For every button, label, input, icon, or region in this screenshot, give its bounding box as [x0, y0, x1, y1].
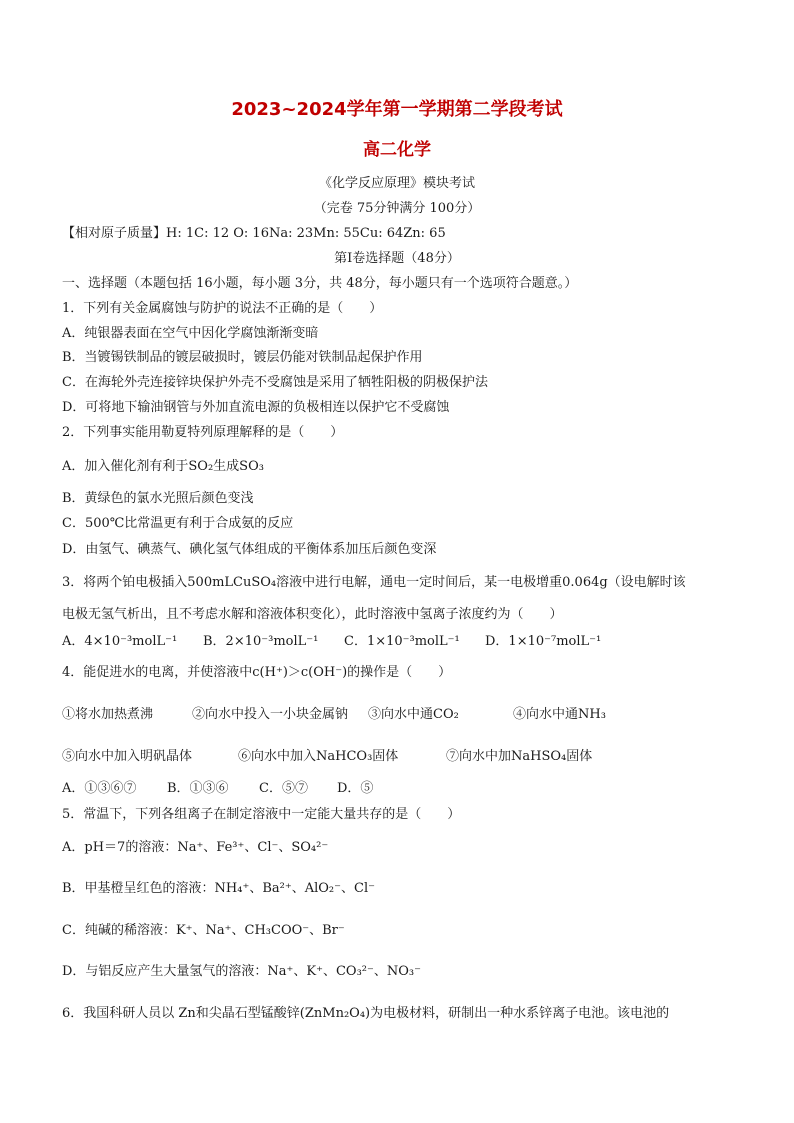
q4-op6: ⑥向水中加入NaHCO₃固体	[238, 749, 399, 764]
q3-option-a: A．4×10⁻³molL⁻¹	[62, 634, 178, 649]
q2-option-a: A．加入催化剂有利于SO₂生成SO₃	[62, 459, 264, 474]
q2-option-d: D．由氢气、碘蒸气、碘化氢气体组成的平衡体系加压后颜色变深	[62, 542, 437, 557]
q4-option-a: A．①③⑥⑦	[62, 781, 137, 796]
exam-title: 2023~2024学年第一学期第二学段考试	[231, 99, 563, 120]
q5-option-d: D．与铝反应产生大量氢气的溶液：Na⁺、K⁺、CO₃²⁻、NO₃⁻	[62, 964, 421, 979]
q4-op1: ①将水加热煮沸	[62, 707, 154, 722]
section-title: 第Ⅰ卷选择题（48分）	[334, 251, 460, 266]
subject-title: 高二化学	[363, 140, 431, 160]
q5-stem: 5．常温下，下列各组离子在制定溶液中一定能大量共存的是（ ）	[62, 807, 461, 822]
q3-option-d: D．1×10⁻⁷molL⁻¹	[485, 634, 602, 649]
q3-stem-line2: 电极无氢气析出，且不考虑水解和溶液体积变化），此时溶液中氢离子浓度约为（ ）	[62, 607, 563, 622]
q4-options	[62, 781, 373, 797]
time-info: （完卷 75分钟满分 100分）	[313, 201, 481, 216]
q3-option-c: C．1×10⁻³molL⁻¹	[344, 634, 460, 649]
q3-option-b: B．2×10⁻³molL⁻¹	[203, 634, 319, 649]
q2-stem: 2．下列事实能用勒夏特列原理解释的是（ ）	[62, 425, 344, 440]
q1-stem: 1．下列有关金属腐蚀与防护的说法不正确的是（ ）	[62, 301, 383, 316]
section-intro: 一、选择题（本题包括 16小题，每小题 3分，共 48分，每小题只有一个选项符合题意。）	[62, 276, 578, 291]
q4-op5: ⑤向水中加入明矾晶体	[62, 749, 193, 764]
q1-option-b: B．当镀锡铁制品的镀层破损时，镀层仍能对铁制品起保护作用	[62, 350, 423, 365]
q1-option-d: D．可将地下输油钢管与外加直流电源的负极相连以保护它不受腐蚀	[62, 400, 450, 415]
q2-option-b: B．黄绿色的氯水光照后颜色变浅	[62, 491, 254, 506]
q4-op4: ④向水中通NH₃	[513, 707, 606, 722]
q3-options	[62, 634, 601, 650]
q1-option-a: A．纯银器表面在空气中因化学腐蚀渐渐变暗	[62, 326, 319, 341]
q4-op7: ⑦向水中加NaHSO₄固体	[446, 749, 593, 764]
q4-operations-row2	[62, 749, 592, 765]
q5-option-a: A．pH＝7的溶液：Na⁺、Fe³⁺、Cl⁻、SO₄²⁻	[62, 840, 329, 855]
q3-stem-line1: 3．将两个铂电极插入500mLCuSO₄溶液中进行电解，通电一定时间后，某一电极增重0.064g（设电解时该	[62, 575, 686, 590]
q4-option-b: B．①③⑥	[167, 781, 229, 796]
q5-option-c: C．纯碱的稀溶液：K⁺、Na⁺、CH₃COO⁻、Br⁻	[62, 923, 345, 938]
q4-operations-row1	[62, 707, 606, 723]
q4-option-d: D．⑤	[337, 781, 374, 796]
q4-op2: ②向水中投入一小块金属钠	[192, 707, 349, 722]
q2-option-c: C．500℃比常温更有利于合成氨的反应	[62, 516, 294, 531]
q4-op3: ③向水中通CO₂	[368, 707, 459, 722]
q4-stem: 4．能促进水的电离，并使溶液中c(H⁺)＞c(OH⁻)的操作是（ ）	[62, 665, 452, 680]
module-title: 《化学反应原理》模块考试	[318, 176, 475, 191]
q5-option-b: B．甲基橙呈红色的溶液：NH₄⁺、Ba²⁺、AlO₂⁻、Cl⁻	[62, 881, 375, 896]
atomic-mass: 【相对原子质量】H: 1C: 12 O: 16Na: 23Mn: 55Cu: 64Zn: 65	[62, 226, 446, 241]
q1-option-c: C．在海轮外壳连接锌块保护外壳不受腐蚀是采用了牺牲阳极的阴极保护法	[62, 375, 488, 390]
q6-stem: 6．我国科研人员以 Zn和尖晶石型锰酸锌(ZnMn₂O₄)为电极材料，研制出一种水系锌离子电池。该电池的	[62, 1006, 670, 1021]
q4-option-c: C．⑤⑦	[259, 781, 308, 796]
